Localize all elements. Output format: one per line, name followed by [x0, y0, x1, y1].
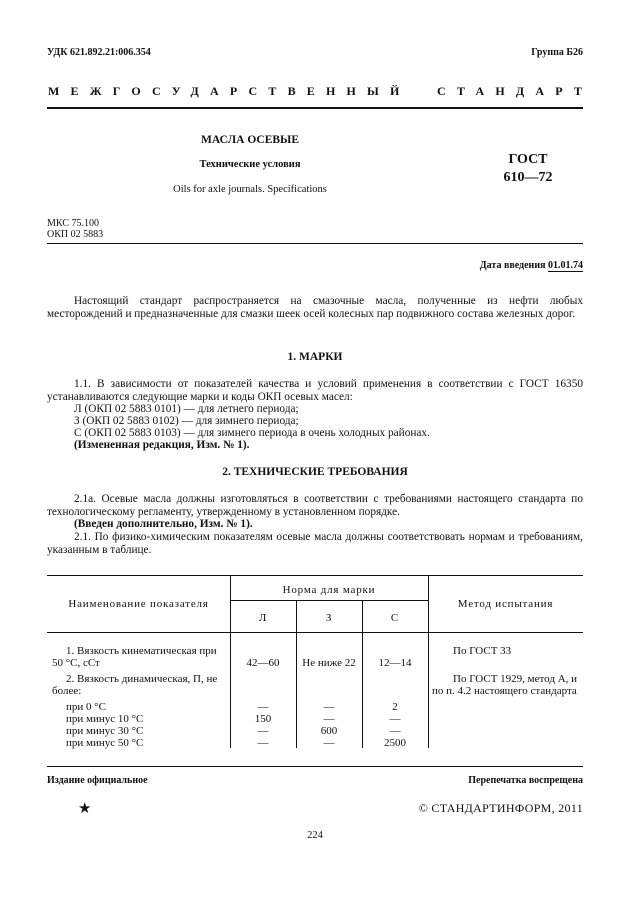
table-cell-grade-z: —: [323, 737, 335, 749]
table-cell-grade-l: —: [257, 725, 269, 737]
table-row: при 0 °С: [66, 701, 107, 713]
table-cell-grade-z: —: [323, 701, 335, 713]
row2-name-a: 2. Вязкость динамическая, П, не: [66, 673, 218, 685]
table-header-grade-s: С: [390, 612, 400, 624]
intro-paragraph: Настоящий стандарт распространяется на смазочные масла, полученные из нефти любых месторождений и предназначенные для смазки шеек осей колесных пар подвижного состава железных дорог.: [47, 295, 583, 320]
row1-method: По ГОСТ 33: [453, 645, 512, 657]
udk-code: УДК 621.892.21:006.354: [47, 47, 151, 58]
codes-divider: [47, 243, 583, 244]
table-cell-grade-s: —: [389, 713, 401, 725]
footer-divider: [47, 766, 583, 767]
table-cell-grade-l: —: [257, 737, 269, 749]
row1-name-b: 50 °С, сСт: [52, 657, 100, 669]
banner-standard: СТАНДАРТ: [437, 84, 594, 98]
table-row: при минус 10 °С: [66, 713, 144, 725]
okp-code: ОКП 02 5883: [47, 229, 104, 240]
grade-s-line: С (ОКП 02 5883 0103) — для зимнего периода в очень холодных районах.: [74, 427, 430, 439]
standard-title: МАСЛА ОСЕВЫЕ: [200, 134, 300, 146]
table-header-norm: Норма для марки: [282, 584, 376, 596]
star-icon: ★: [78, 801, 92, 817]
section-2-paragraph-b: 2.1. По физико-химическим показателям осевые масла должны соответствовать нормам и требованиям, указанным в таблице.: [47, 531, 583, 556]
header-divider: [47, 107, 583, 109]
table-cell-grade-z: 600: [320, 725, 338, 737]
section-1-amendment-note: (Измененная редакция, Изм. № 1).: [74, 439, 250, 451]
row2-name-b: более:: [52, 685, 82, 697]
banner-interstate: МЕЖГОСУДАРСТВЕННЫЙ: [48, 84, 411, 98]
table-header-grade-l: Л: [258, 612, 268, 624]
reprint-prohibited: Перепечатка воспрещена: [468, 775, 583, 786]
grade-z-line: З (ОКП 02 5883 0102) — для зимнего периода;: [74, 415, 299, 427]
table-cell-grade-l: —: [257, 701, 269, 713]
row2-method-a: По ГОСТ 1929, метод А, и: [453, 673, 578, 685]
standard-subtitle: Технические условия: [199, 159, 301, 170]
table-header-name: Наименование показателя: [68, 598, 209, 610]
table-cell-grade-s: 2500: [384, 737, 406, 749]
table-row: при минус 50 °С: [66, 737, 144, 749]
table-header-grade-z: З: [325, 612, 333, 624]
section-1-paragraph: 1.1. В зависимости от показателей качества и условий применения в соответствии с ГОСТ 16350 устанавливаются следующие марки и коды ОКП осевых масел:: [47, 378, 583, 403]
mks-code: МКС 75.100: [47, 218, 99, 229]
table-row: при минус 30 °С: [66, 725, 144, 737]
table-header-bottom: [47, 632, 583, 633]
intro-date-label: Дата введения: [479, 260, 546, 271]
table-norm-divider: [230, 600, 428, 601]
page-number: 224: [307, 830, 323, 841]
table-cell-grade-l: 150: [254, 713, 272, 725]
row1-grade-s: 12—14: [378, 657, 412, 669]
row1-name-a: 1. Вязкость кинематическая при: [66, 645, 217, 657]
section-2-paragraph-a: 2.1а. Осевые масла должны изготовляться в соответствии с требованиями настоящего стандарта по технологическому регламенту, утвержденному в установленном порядке.: [47, 493, 583, 518]
intro-date-value: 01.01.74: [548, 260, 583, 271]
table-cell-grade-s: —: [389, 725, 401, 737]
table-cell-grade-z: —: [323, 713, 335, 725]
section-2-heading: 2. ТЕХНИЧЕСКИЕ ТРЕБОВАНИЯ: [222, 466, 408, 478]
official-edition: Издание официальное: [47, 775, 148, 786]
table-header-method: Метод испытания: [457, 598, 554, 610]
row1-grade-l: 42—60: [246, 657, 280, 669]
gost-label: ГОСТ: [508, 152, 548, 167]
grade-l-line: Л (ОКП 02 5883 0101) — для летнего периода;: [74, 403, 299, 415]
row2-method-b: по п. 4.2 настоящего стандарта: [432, 685, 577, 697]
table-cell-grade-s: 2: [392, 701, 398, 713]
standard-english-title: Oils for axle journals. Specifications: [173, 184, 327, 195]
row1-grade-z: Не ниже 22: [302, 657, 356, 669]
group-code: Группа Б26: [531, 47, 583, 58]
table-top-border: [47, 575, 583, 576]
section-1-heading: 1. МАРКИ: [287, 351, 343, 363]
section-2-amendment-note: (Введен дополнительно, Изм. № 1).: [74, 518, 253, 530]
gost-number: 610—72: [503, 170, 553, 185]
intro-date: [480, 260, 583, 271]
copyright: © СТАНДАРТИНФОРМ, 2011: [418, 801, 583, 815]
